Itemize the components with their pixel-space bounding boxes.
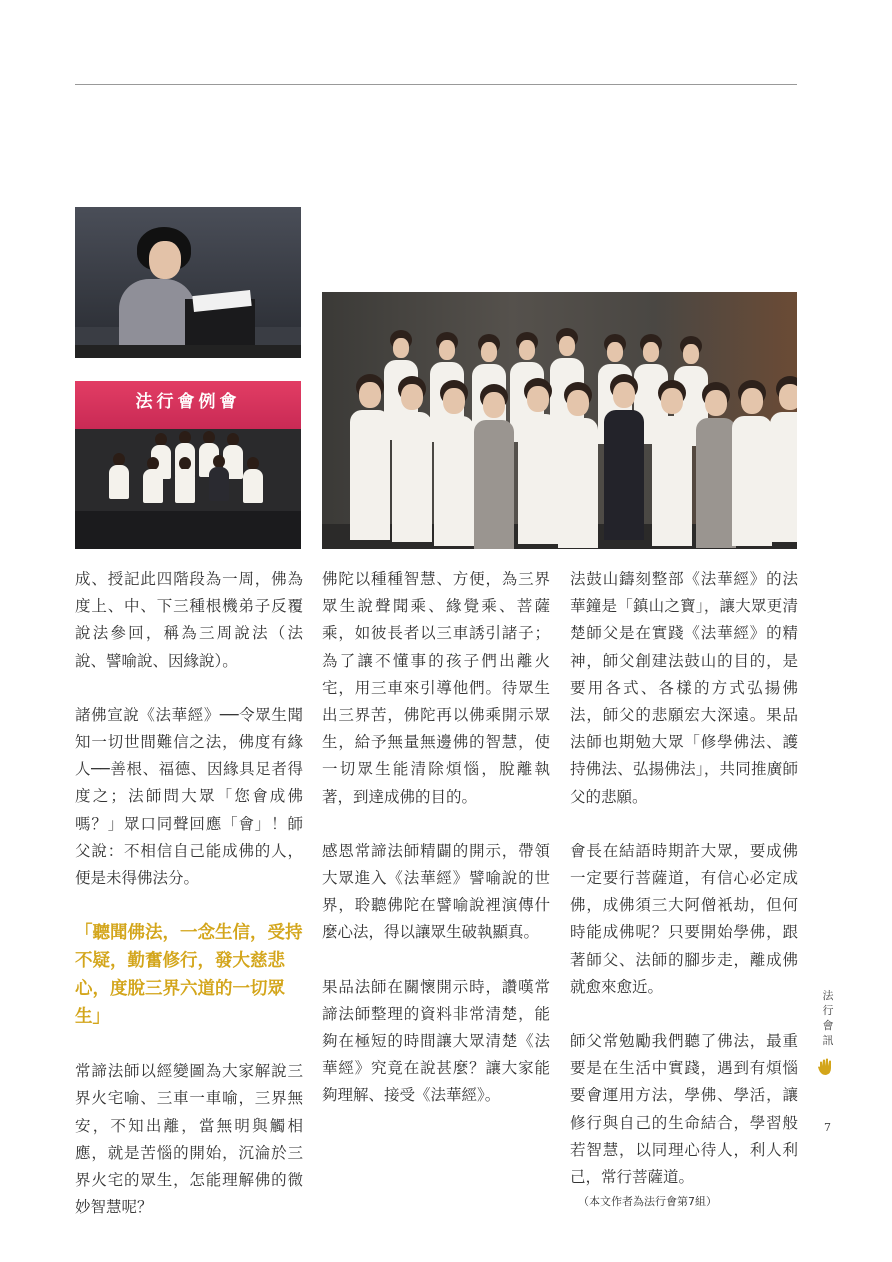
pull-quote: 「聽聞佛法，一念生信，受持不疑，勤奮修行，發大慈悲心，度脫三界六道的一切眾生」 [75, 923, 303, 1028]
top-rule [75, 84, 797, 85]
group-photo [322, 292, 797, 549]
paragraph: 諸佛宣說《法華經》──令眾生聞知一切世間難信之法，佛度有緣人──善根、福德、因緣具足者得度之；法師問大眾「您會成佛嗎？」眾口同聲回應「會」！師父說：不相信自己能成佛的人，便是未得佛法分。 [75, 705, 303, 888]
person [243, 457, 263, 507]
banner-text: 法行會例會 [135, 392, 241, 412]
person [143, 457, 163, 507]
paragraph: 成、授記此四階段為一周，佛為度上、中、下三種根機弟子反覆說法參回，稱為三周說法（法說、譬喻說、因緣說）。 [75, 570, 303, 670]
person [209, 455, 229, 505]
paragraph: 常諦法師以經變圖為大家解說三界火宅喻、三車一車喻，三界無安，不知出離，當無明與觸相應，就是苦惱的開始，沉淪於三界火宅的眾生，怎能理解佛的微妙智慧呢？ [75, 1062, 303, 1217]
text-column-2 [322, 566, 550, 1137]
paragraph: 法鼓山鑄刻整部《法華經》的法華鐘是「鎮山之寶」，讓大眾更清楚師父是在實踐《法華經》的精神，師父創建法鼓山的目的，是要用各式、各樣的方式弘揚佛法，師父的悲願宏大深遠。果品法師也期勉大眾「修學佛法、護持佛法、弘揚佛法」，共同推廣師父的悲願。 [570, 570, 798, 806]
speaker-photo [75, 207, 301, 358]
author-credit: （本文作者為法行會第7組） [578, 1195, 717, 1209]
paragraph: 會長在結語時期許大眾，要成佛一定要行菩薩道，有信心必定成佛，成佛須三大阿僧衹劫，但何時能成佛呢？只要開始學佛，跟著師父、法師的腳步走，離成佛就愈來愈近。 [570, 841, 798, 996]
text-column-3 [570, 566, 798, 1209]
page-number: 7 [824, 1121, 831, 1134]
person [175, 457, 195, 507]
stage-floor [75, 345, 301, 358]
stage-floor [75, 511, 301, 549]
stage-group-photo [75, 381, 301, 549]
paragraph: 果品法師在關懷開示時，讚嘆常諦法師整理的資料非常清楚，能夠在極短的時間讓大眾清楚《法華經》究竟在說甚麼？讓大家能夠理解、接受《法華經》。 [322, 977, 550, 1105]
paragraph: 師父常勉勵我們聽了佛法，最重要是在生活中實踐，遇到有煩惱要會運用方法，學佛、學活，讓修行與自己的生命結合，學習般若智慧，以同理心待人，利人利己，常行菩薩道。 [570, 1032, 798, 1187]
text-column-1 [75, 566, 303, 1248]
hand-logo-icon [818, 1058, 834, 1076]
banner [75, 381, 301, 429]
publication-mark: 法行會訊 [822, 989, 834, 1047]
paragraph: 佛陀以種種智慧、方便，為三界眾生說聲聞乘、緣覺乘、菩薩乘，如彼長者以三車誘引諸子；為了讓不懂事的孩子們出離火宅，用三車來引導他們。待眾生出三界苦，佛陀再以佛乘開示眾生，給予無量無邊佛的智慧，使一切眾生能清除煩惱，脫離執著，到達成佛的目的。 [322, 570, 550, 806]
paragraph: 感恩常諦法師精闢的開示，帶領大眾進入《法華經》譬喻說的世界，聆聽佛陀在譬喻說裡演傳什麼心法，得以讓眾生破執顯真。 [322, 841, 550, 942]
speaker-face [149, 241, 181, 279]
person [109, 453, 129, 503]
